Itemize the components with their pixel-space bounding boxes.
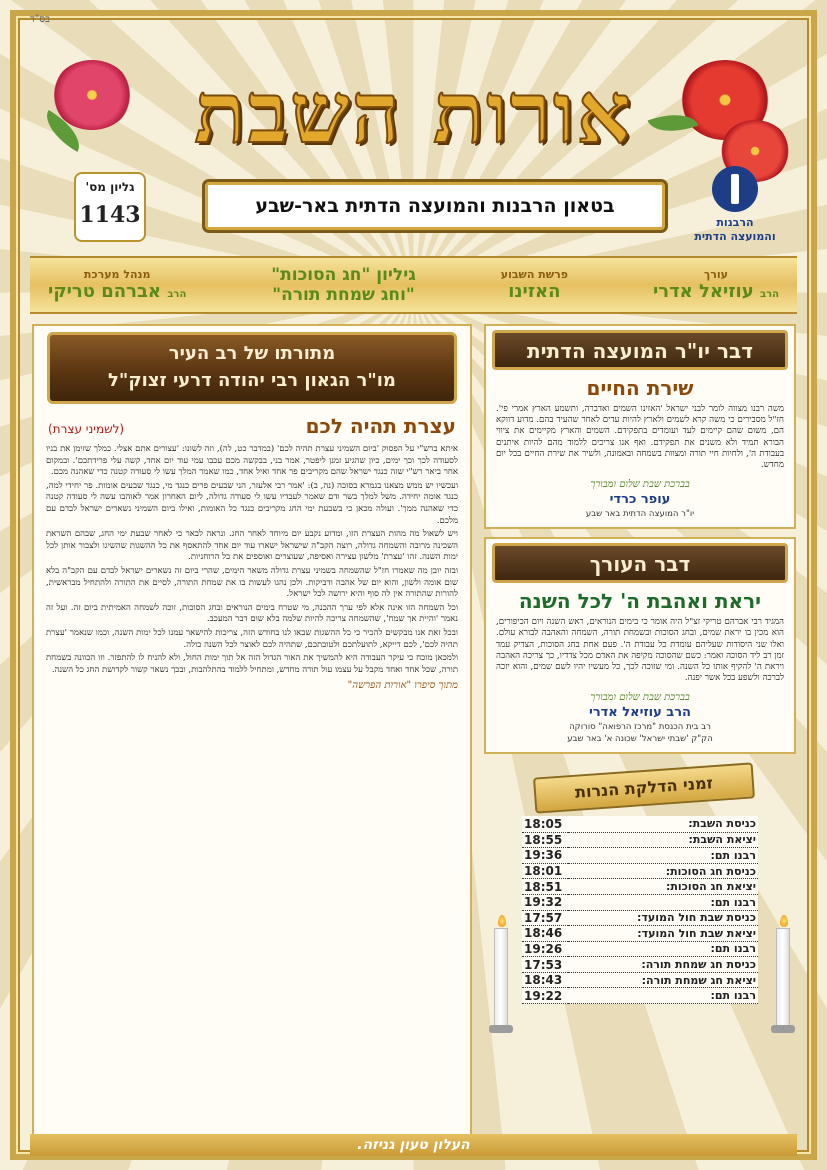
council-chair-header: דבר יו"ר המועצה הדתית bbox=[492, 330, 788, 370]
editor-title: יראת ואהבת ה' לכל השנה bbox=[518, 589, 762, 614]
left-column bbox=[32, 324, 472, 1136]
editor-credit bbox=[653, 268, 779, 302]
editor-signature: הרב עוזיאל אדרי bbox=[589, 705, 691, 721]
times-value: 18:55 bbox=[522, 832, 568, 848]
editor-box bbox=[484, 537, 796, 754]
issue-theme-line-1: גיליון "חג הסוכות" bbox=[271, 265, 416, 285]
issue-label: גליון מס' bbox=[85, 180, 135, 194]
times-value: 18:01 bbox=[522, 863, 568, 879]
times-row bbox=[522, 988, 758, 1004]
times-label: רבנו תם: bbox=[568, 848, 758, 864]
article-heading-row bbox=[34, 404, 470, 440]
times-row bbox=[522, 863, 758, 879]
article-paragraph: איתא ברש"י על הפסוק 'ביום השמיני עצרת תהיה לכם' (במדבר כט, לה), וזה לשונו: 'עצורים אתם אצלי. כמלך שזימן את בניו לסעודה לכך וכך ימים, כיון שהגיע זמנן ליפטר, אמר בני, בבקשה מכם עכבו עמי עוד יום אחד, קשה עלי פרידתכם'. ובמקום אחר ביאר רש"י שזה כנגד ישראל שהם מקריבים פר אחד ואיל אחד, כמו שאמר המלך עשו לי סעודה קטנה כדי שאהנה מכם. bbox=[46, 444, 458, 478]
editor-prefix: הרב bbox=[760, 289, 779, 300]
editor-role: עורך bbox=[703, 268, 729, 281]
manager-name-line bbox=[48, 281, 186, 302]
times-value: 17:57 bbox=[522, 910, 568, 926]
issue-theme bbox=[271, 265, 416, 305]
logo-text: הרבנות והמועצה הדתית bbox=[694, 216, 776, 243]
times-row bbox=[522, 957, 758, 973]
article-paragraph: וכל השמחה הזו אינה אלא לפי ערך ההכנה, מי שטרח בימים הנוראים ובחג הסוכות, זוכה לשמחה האמיתית ביום זה. ועל זה נאמר 'והיית אך שמח', שהשמחה צריכה להיות שלמה בלא שום דבר המעכב. bbox=[46, 602, 458, 625]
times-value: 19:32 bbox=[522, 894, 568, 910]
issue-theme-line-2: "וחג שמחת תורה" bbox=[272, 285, 415, 305]
issue-number: 1143 bbox=[79, 202, 141, 228]
parasha-name: האזינו bbox=[508, 281, 561, 302]
times-value: 18:51 bbox=[522, 879, 568, 895]
council-chair-signature: עופר כרדי bbox=[609, 492, 671, 508]
times-label: יציאת שבת חול המועד: bbox=[568, 926, 758, 942]
editor-role-1: רב בית הכנסת "מרכז הרפואה" סורוקה bbox=[569, 722, 711, 733]
article-paragraph: ובכל זאת אנו מבקשים להכיר כי כל ההשגות שבאו לנו בחודש הזה, צריכות להישאר עמנו לכל ימות השנה, וכמו שנאמר 'עצרת תהיה לכם', לכם דייקא, לתועלתכם ולטובתכם, שתהיה לכם לאוצר לכל השנה כולה. bbox=[46, 627, 458, 650]
article-paragraph: ויש לשאול מה מהות העצרת הזו, ומדוע נקבע יום מיוחד לאחר החג. ונראה לבאר כי לאחר שבעת ימי החג, שבהם השראת השכינה מרובה והשמחה גדולה, רוצה הקב"ה שישראל ישארו עוד יום אחד להתאסף את כל ההשגות שהשיגו ולצבור אותן לכל ימות השנה. זהו 'עצרת' מלשון עצירה ואסיפה, שעוצרים ואוספים את כל הרוחניות. bbox=[46, 529, 458, 563]
times-label: יציאת חג שמחת תורה: bbox=[568, 972, 758, 988]
editor-name: עוזיאל אדרי bbox=[652, 281, 754, 302]
issue-number-box bbox=[74, 172, 146, 242]
article-heading: עצרת תהיה לכם bbox=[305, 414, 456, 438]
times-row bbox=[522, 848, 758, 864]
manager-name: אברהם טריקי bbox=[48, 281, 162, 302]
times-label: כניסת חג הסוכות: bbox=[568, 863, 758, 879]
times-label: יציאת השבת: bbox=[568, 832, 758, 848]
right-column bbox=[484, 324, 796, 1136]
candle-lighting-title: זמני הדלקת הנרות bbox=[533, 763, 755, 814]
candle-lighting-times bbox=[484, 762, 796, 1032]
article-paragraph: ולמכאן מוכח כי עיקר העבודה היא להמשיך את האור הגדול הזה אל תוך ימות החול, ולא להניח לו להתפזר. וזו הכוונה בשמחת תורה, שכל אחד ואחד מקבל על עצמו עול תורה מחדש, ומתחיל ללמוד בהתלהבות, ובכך נשאר קשור לקדושת החג כל השנה. bbox=[46, 653, 458, 675]
candle-icon bbox=[776, 928, 790, 1028]
times-label: כניסת שבת חול המועד: bbox=[568, 910, 758, 926]
article-body bbox=[34, 440, 470, 692]
rabbinate-logo bbox=[690, 166, 780, 254]
council-chair-text: משה רבנו מצווה לומר לבני ישראל 'האזינו השמים ואדברה, ותשמע הארץ אמרי פי'. חז"ל מסבירים כי משה קרא לשמים ולארץ להיות עדים לאחר שהעיד בהם. מדוע דווקא הם, משום שהם קיימים לעד ועומדים בתפקידם. השמים והארץ מקיימים את ציווי הבורא תמיד ולא משנים את תפקידם. ואף אנו צריכים ללמוד מהם להיות איתנים בעבודת ה', ולחיות חיי תורה ומצוות בשמחה ובאמונה, ולשיר את שירת החיים בכל יום מחדש. bbox=[496, 404, 784, 471]
rabbinate-emblem-icon bbox=[712, 166, 758, 212]
times-row bbox=[522, 894, 758, 910]
editor-name-line bbox=[653, 281, 779, 302]
subtitle-banner: בטאון הרבנות והמועצה הדתית באר-שבע bbox=[205, 182, 665, 230]
times-row bbox=[522, 832, 758, 848]
times-label: כניסת חג שמחת תורה: bbox=[568, 957, 758, 973]
candle-icon bbox=[494, 928, 508, 1028]
footer-notice: העלון טעון גניזה. bbox=[30, 1134, 797, 1156]
credits-bar bbox=[30, 256, 797, 314]
times-row bbox=[522, 926, 758, 942]
times-label: רבנו תם: bbox=[568, 941, 758, 957]
rav-banner-line-1: מתורתו של רב העיר bbox=[168, 343, 336, 364]
times-row bbox=[522, 879, 758, 895]
times-row bbox=[522, 941, 758, 957]
times-row bbox=[522, 972, 758, 988]
article-tag: (לשמיני עצרת) bbox=[48, 422, 125, 436]
rav-teachings-banner bbox=[47, 332, 457, 404]
times-row bbox=[522, 816, 758, 832]
manager-prefix: הרב bbox=[167, 289, 187, 300]
times-value: 19:36 bbox=[522, 848, 568, 864]
editor-text: המגיד רבי אברהם טריקי זצ"ל היה אומר כי בימים הנוראים, ראש השנה ויום הכיפורים, הוא מכין בו יראת שמים, ובחג הסוכות ובשמחת תורה, השמחה והאהבה לבורא עולם. ואלו שני היסודות שעליהם עומדת כל עבודת ה'. פעם אחת בחג הסוכות, הצדיק עמד זמן רב ליד הסוכה ואמר: כשם שהסוכה מקיפה את האדם מכל צדדיו, כך צריכה האהבה ויראת ה' להקיף אותו כל השנה. ומי שזוכה לכך, כל מעשיו יהיו לשם שמים, והוא יזכה לברכה ולשפע בכל אשר יפנה. bbox=[496, 617, 784, 684]
times-label: רבנו תם: bbox=[568, 894, 758, 910]
editor-greeting: בברכת שבת שלום ומבורך bbox=[590, 692, 690, 704]
times-value: 19:26 bbox=[522, 941, 568, 957]
times-value: 17:53 bbox=[522, 957, 568, 973]
parasha-credit bbox=[501, 268, 568, 302]
parasha-role: פרשת השבוע bbox=[500, 268, 569, 281]
article-source: מתוך סיפרו "אורות הפרשה" bbox=[347, 680, 458, 692]
times-row bbox=[522, 910, 758, 926]
times-value: 18:43 bbox=[522, 972, 568, 988]
times-label: רבנו תם: bbox=[568, 988, 758, 1004]
rav-banner-line-2: מו"ר הגאון רבי יהודה דרעי זצוק"ל bbox=[108, 370, 396, 391]
manager-role: מנהל מערכת bbox=[83, 268, 151, 281]
council-chair-greeting: בברכת שבת שלום ומבורך bbox=[590, 479, 690, 491]
article-paragraph: ועכשיו יש ממש מצאנו בגמרא בסוכה (נה, ב): 'אמר רבי אלעזר, הני שבעים פרים כנגד מי, כנגד שבעים אומות. פר יחידי למה, כנגד אומה יחידה. משל למלך בשר ודם שאמר לעבדיו עשו לי סעודה גדולה, ליום האחרון אמר לאוהבו עשה לי סעודה קטנה כדי שאהנה ממך'. ועולה מכאן כי בשבעת ימי החג מקריבים כנגד כל האומות, ואילו ביום השמיני נשארים ישראל לבדם עם מלכם. bbox=[46, 480, 458, 526]
times-label: כניסת השבת: bbox=[568, 816, 758, 832]
times-table bbox=[522, 816, 758, 1004]
council-chair-role: יו"ר המועצה הדתית באר שבע bbox=[585, 509, 695, 520]
times-label: יציאת חג הסוכות: bbox=[568, 879, 758, 895]
council-chair-title: שירת החיים bbox=[586, 376, 694, 400]
masthead-title: אורות השבת bbox=[194, 63, 633, 162]
manager-credit bbox=[48, 268, 186, 302]
times-value: 18:05 bbox=[522, 816, 568, 832]
editor-header: דבר העורך bbox=[492, 543, 788, 583]
times-value: 19:22 bbox=[522, 988, 568, 1004]
council-chair-box bbox=[484, 324, 796, 529]
editor-role-2: הק"ק 'שבתי ישראל' שכונה א' באר שבע bbox=[567, 734, 713, 745]
article-paragraph: ובזה יובן מה שאמרו חז"ל שהשמחה בשמיני עצרת גדולה משאר הימים, שהרי ביום זה נשארים ישראל לבדם עם הקב"ה בלא שום אומה ולשון, והוא יום של אהבה ודביקות. ולכן נהגו לעשות בו את שמחת התורה, לסיים את התורה ולהתחיל מבראשית, להורות שהתורה אין לה סוף והיא ירושה לכל ישראל. bbox=[46, 565, 459, 600]
times-value: 18:46 bbox=[522, 926, 568, 942]
hibiscus-flower-icon bbox=[52, 60, 132, 130]
bsd-mark: בס"ד bbox=[30, 14, 50, 25]
